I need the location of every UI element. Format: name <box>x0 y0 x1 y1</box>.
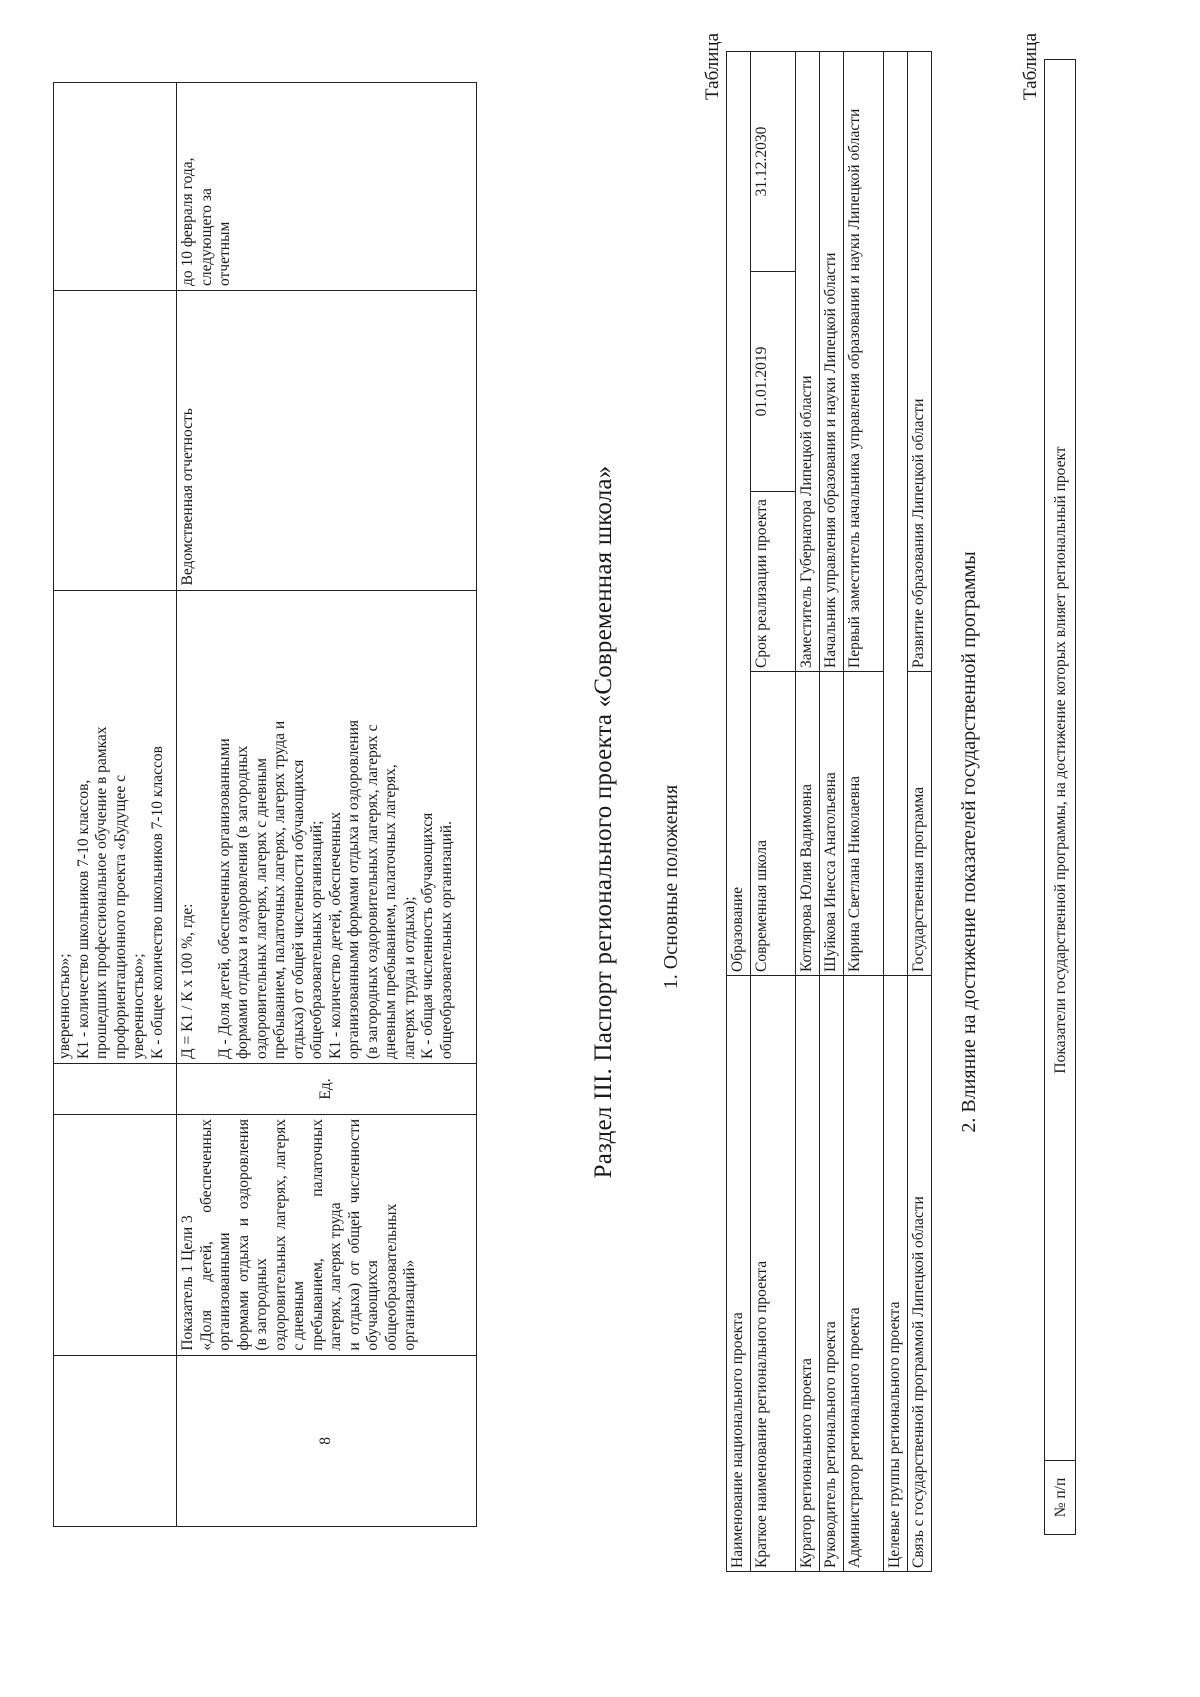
table-row <box>820 51 844 1571</box>
formula-line: Д = К1 / К х 100 %, где: <box>179 903 196 1059</box>
leader-position: Начальник управления образования и науки Липецкой области <box>820 51 844 671</box>
short-name-value: Современная школа <box>751 672 796 976</box>
table-header-row <box>1045 60 1076 1535</box>
table-row <box>796 51 820 1571</box>
indicator-name-line: «Доля детей, обеспеченных организованными <box>197 1119 233 1351</box>
indicators-column-header: Показатели государственной программы, на достижение которых влияет региональный проект <box>1045 60 1076 1461</box>
formula-line: уверенностью»; <box>56 953 73 1059</box>
indicator-name-line: и отдыха) от общей численности обучающихся <box>345 1119 381 1351</box>
formula-line: К1 - количество детей, обеспеченных <box>326 811 344 1059</box>
indicator-name-line: пребыванием, палаточных лагерях, лагерях труда <box>308 1119 344 1351</box>
admin-position: Первый заместитель начальника управления образования и науки Липецкой области <box>844 51 884 671</box>
project-passport-table <box>726 51 932 1572</box>
indicator-name-cell <box>54 1115 177 1356</box>
section-title: Раздел III. Паспорт регионального проекта «Современная школа» <box>590 465 617 1179</box>
table-row <box>908 51 932 1571</box>
formula-line: прошедших профессиональное обучение в рамках <box>93 726 110 1059</box>
unit-cell <box>54 1064 177 1115</box>
term-label: Срок реализации проекта <box>751 492 796 672</box>
indicator-name-line: общеобразовательных организаций» <box>382 1203 418 1351</box>
term-end: 31.12.2030 <box>751 51 796 271</box>
table-row <box>751 51 796 1571</box>
source-cell: Ведомственная отчетность <box>177 291 477 591</box>
deadline-cell <box>177 83 477 291</box>
formula-line: оздоровительных лагерях, лагерях с дневным <box>252 758 270 1059</box>
indicator-name-line: Показатель 1 Цели 3 <box>179 1215 196 1351</box>
admin-name: Кирина Светлана Николаевна <box>844 672 884 976</box>
table-row <box>177 83 477 1527</box>
table-row <box>844 51 884 1571</box>
formula-line: организованными формами отдыха и оздоровления <box>345 719 362 1059</box>
leader-label: Руководитель регионального проекта <box>820 976 844 1572</box>
curator-position: Заместитель Губернатора Липецкой области <box>796 51 820 671</box>
formula-line: общеобразовательных организаций; <box>308 820 325 1059</box>
formula-line: отдыха) от общей численности обучающихся <box>289 759 307 1059</box>
deadline-line: до 10 февраля года, <box>179 157 196 286</box>
deadline-cell <box>54 83 177 291</box>
indicator-name-line: оздоровительных лагерях, лагерях с дневным <box>271 1119 307 1351</box>
deadline-line: следующего за <box>197 188 215 286</box>
state-program-name: Развитие образования Липецкой области <box>908 51 932 671</box>
national-project-value: Образование <box>727 51 751 975</box>
formula-cell <box>54 590 177 1063</box>
subsection-title-influence: 2. Влияние на достижение показателей государственной программы <box>958 551 980 1133</box>
formula-line: дневным пребыванием, палаточных лагерях, <box>382 764 399 1059</box>
formula-line: уверенностью»; <box>130 953 147 1059</box>
formula-line: К - общая численность обучающихся <box>419 812 436 1059</box>
formula-line: формами отдыха и оздоровления (в загородных <box>234 745 251 1059</box>
short-name-label: Краткое наименование регионального проекта <box>751 976 796 1572</box>
admin-label: Администратор регионального проекта <box>844 976 884 1572</box>
target-groups-label: Целевые группы регионального проекта <box>884 976 908 1572</box>
indicator-name-line: формами отдыха и оздоровления (в загородных <box>234 1119 270 1351</box>
curator-name: Котлярова Юлия Вадимовна <box>796 672 820 976</box>
row-number-cell: 8 <box>177 1355 477 1526</box>
table-row <box>727 51 751 1571</box>
indicators-method-table <box>53 82 477 1527</box>
state-program-indicators-table <box>1044 59 1076 1535</box>
formula-line: профориентационного проекта «Будущее с <box>111 775 129 1059</box>
subsection-title-basic: 1. Основные положения <box>660 784 682 990</box>
term-start: 01.01.2019 <box>751 272 796 492</box>
state-program-type: Государственная программа <box>908 672 932 976</box>
indicator-name-cell <box>177 1115 477 1356</box>
deadline-line: отчетным <box>216 221 233 286</box>
number-column-header: № п/п <box>1045 1461 1076 1535</box>
formula-line: лагерях труда и отдыха); <box>400 896 418 1059</box>
formula-line: К1 - количество школьников 7-10 классов, <box>74 779 92 1059</box>
table-caption: Таблица <box>702 32 723 100</box>
formula-line: общеобразовательных организаций. <box>437 821 455 1059</box>
formula-line: Д - Доля детей, обеспеченных организованными <box>215 738 233 1059</box>
formula-cell <box>177 590 477 1063</box>
curator-label: Куратор регионального проекта <box>796 976 820 1572</box>
state-program-link-label: Связь с государственной программой Липецкой области <box>908 976 932 1572</box>
formula-line: (в загородных оздоровительных лагерях, лагерях с <box>363 724 381 1059</box>
target-groups-value <box>884 51 908 975</box>
formula-line: К - общее количество школьников 7-10 классов <box>148 746 166 1059</box>
unit-cell: Ед. <box>177 1064 477 1115</box>
formula-line: пребыванием, палаточных лагерях, лагерях труда и <box>271 720 288 1059</box>
national-project-label: Наименование национального проекта <box>727 976 751 1572</box>
row-number-cell <box>54 1355 177 1526</box>
source-cell <box>54 291 177 591</box>
formula-blank-line <box>198 595 216 1059</box>
leader-name: Шуйкова Инесса Анатольевна <box>820 672 844 976</box>
table-caption: Таблица <box>1020 32 1041 100</box>
table-row <box>54 83 177 1527</box>
table-row <box>884 51 908 1571</box>
